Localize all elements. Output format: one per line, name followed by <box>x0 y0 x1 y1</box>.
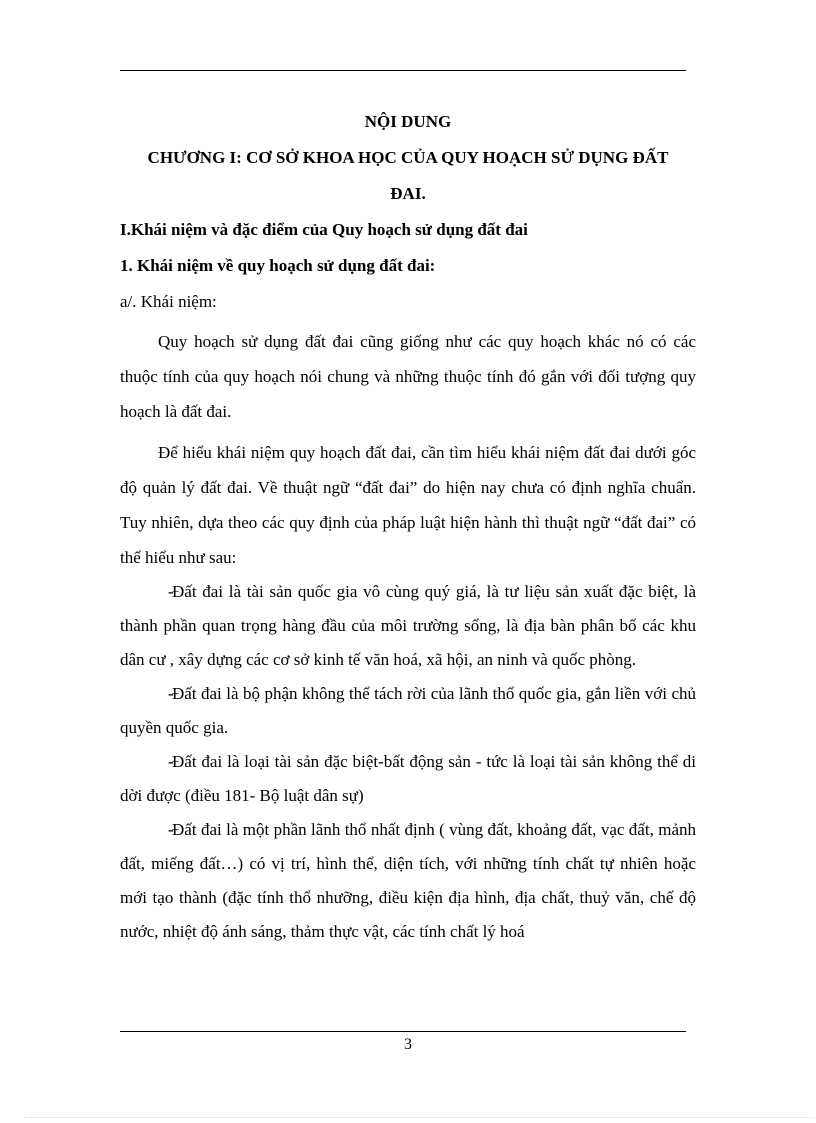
paragraph-1: Quy hoạch sử dụng đất đai cũng giống như các quy hoạch khác nó có các thuộc tính của quy hoạch nói chung và những thuộc tính đó gắn với đối tượng quy hoạch là đất đai. <box>120 332 696 421</box>
bullet-text: Đất đai là một phần lãnh thổ nhất định ( vùng đất, khoảng đất, vạc đất, mảnh đất, miếng đất…) có vị trí, hình thể, diện tích, với những tính chất tự nhiên hoặc mới tạo thành (đặc tính thổ nhưỡng, điều kiện địa hình, địa chất, thuỷ văn, chế độ nước, nhiệt độ ánh sáng, thảm thực vật, các tính chất lý hoá <box>120 820 696 941</box>
bullet-marker: - <box>168 684 174 703</box>
bullet-text: Đất đai là bộ phận không thể tách rời của lãnh thổ quốc gia, gắn liền với chủ quyền quốc gia. <box>120 684 696 737</box>
section-heading: I.Khái niệm và đặc điểm của Quy hoạch sử dụng đất đai <box>120 220 528 239</box>
bullet-marker: - <box>168 752 174 771</box>
subsub-heading: a/. Khái niệm: <box>120 292 217 311</box>
bullet-item-2 <box>120 677 696 745</box>
page-content <box>120 104 696 949</box>
bullet-item-3 <box>120 745 696 813</box>
bullet-item-1 <box>120 575 696 677</box>
subsection-heading: 1. Khái niệm về quy hoạch sử dụng đất đai: <box>120 256 436 275</box>
bullet-marker: - <box>168 582 174 601</box>
chapter-title-line1: CHƯƠNG I: CƠ SỞ KHOA HỌC CỦA QUY HOẠCH SỬ DỤNG ĐẤT <box>147 148 669 167</box>
bullet-text: Đất đai là loại tài sản đặc biệt-bất động sản - tức là loại tài sản không thể di dời được (điều 181- Bộ luật dân sự) <box>120 752 696 805</box>
page-title: NỘI DUNG <box>364 112 452 131</box>
bullet-text: Đất đai là tài sản quốc gia vô cùng quý giá, là tư liệu sản xuất đặc biệt, là thành phần quan trọng hàng đầu của môi trường sống, là địa bàn phân bố các khu dân cư , xây dựng các cơ sở kinh tế văn hoá, xã hội, an ninh và quốc phòng. <box>120 582 696 669</box>
bullet-item-4 <box>120 813 696 949</box>
footer-rule <box>120 1031 686 1032</box>
chapter-title-line2: ĐAI. <box>390 184 426 203</box>
paragraph-2: Để hiểu khái niệm quy hoạch đất đai, cần tìm hiểu khái niệm đất đai dưới góc độ quản lý đất đai. Về thuật ngữ “đất đai” do hiện nay chưa có định nghĩa chuẩn. Tuy nhiên, dựa theo các quy định của pháp luật hiện hành thì thuật ngữ “đất đai” có thể hiểu như sau: <box>120 443 696 567</box>
header-rule <box>120 70 686 71</box>
page-number: 3 <box>404 1036 412 1053</box>
bullet-marker: - <box>168 820 174 839</box>
page-edge-dotted-line <box>24 1117 814 1118</box>
